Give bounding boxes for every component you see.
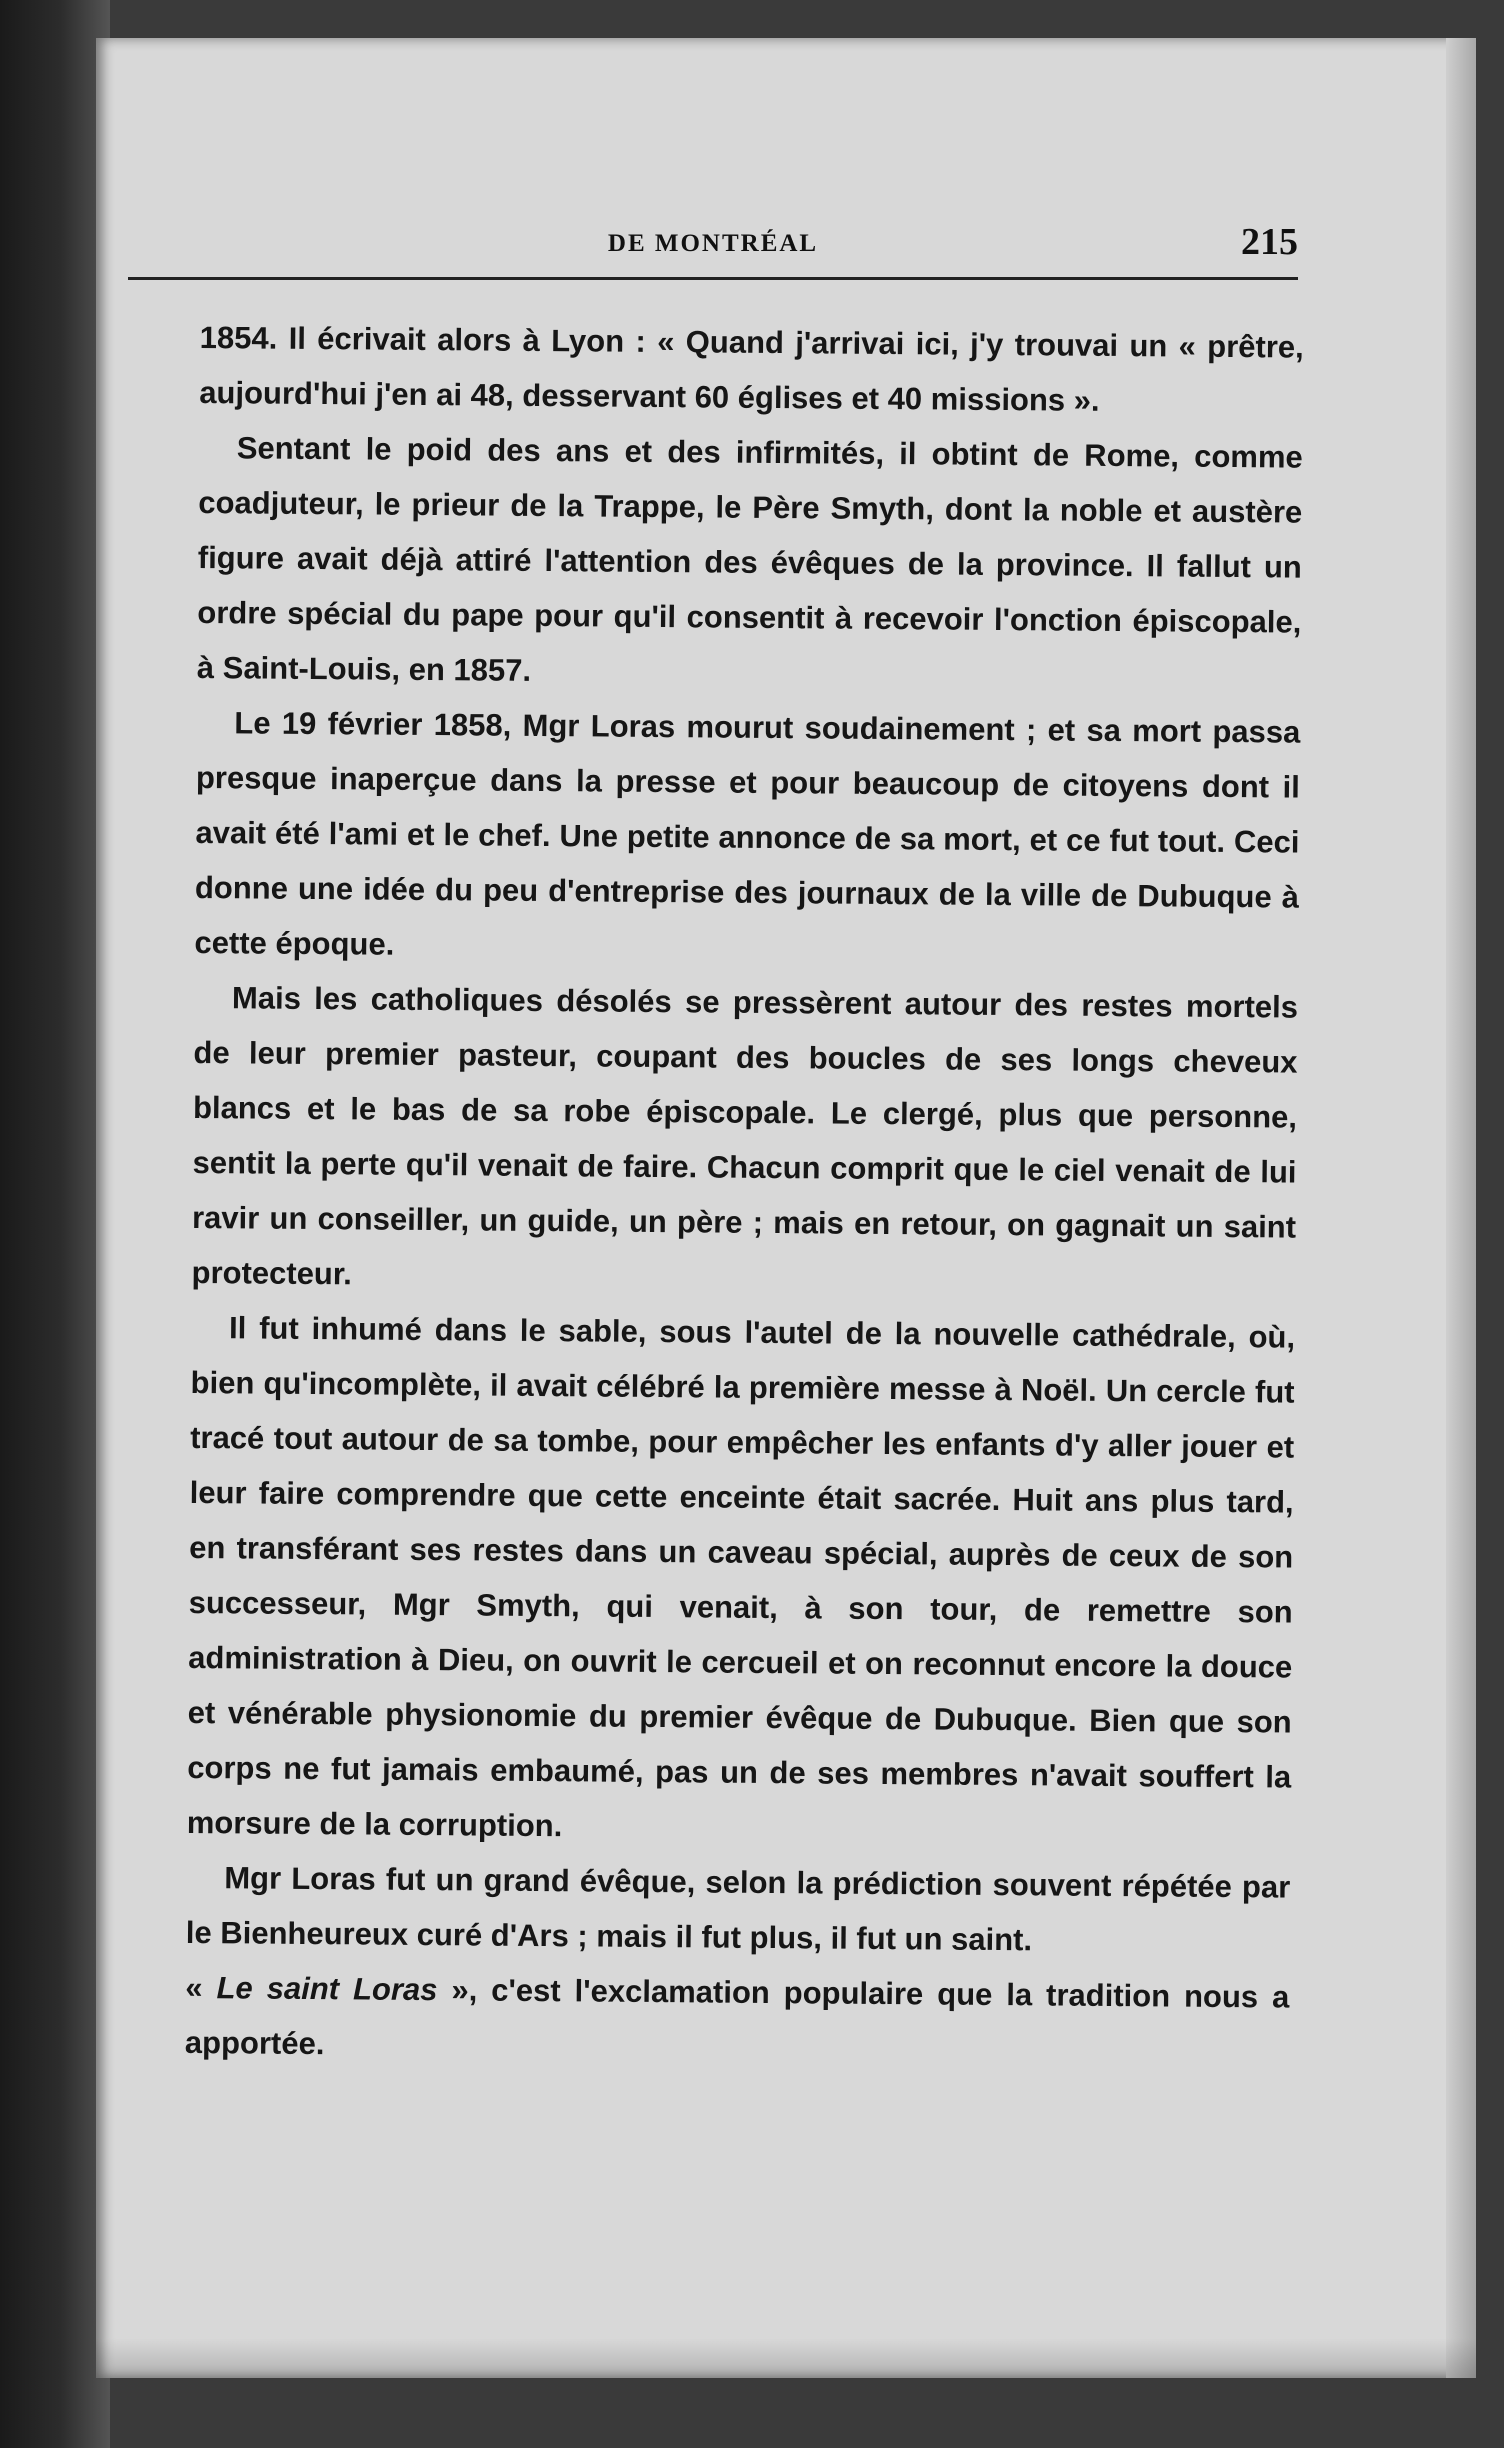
paragraph-2: Sentant le poid des ans et des infirmités, il obtint de Rome, comme coadjuteur, le prieur de la Trappe, le Père Smyth, dont la noble et austère figure avait déjà attiré l'attention des évêques de la province. Il fallut un ordre spécial du pape pour qu'il consentit à recevoir l'onction épiscopale, à Saint-Louis, en 1857. [196,430,1303,688]
running-head [128,200,1298,280]
closing-quote-open: « [185,1969,217,2006]
closing-quote-italic: Le saint Loras [216,1970,438,2008]
scan-binding-shadow [0,0,110,2448]
page-edge [1446,38,1476,2378]
paragraph-4: Mais les catholiques désolés se pressèrent autour des restes mortels de leur premier pasteur, coupant des boucles de ses longs cheveux blancs et le bas de sa robe épiscopale. Le clergé, plus que personne, sentit la perte qu'il venait de faire. Chacun comprit que le ciel venait de lui ravir un conseiller, un guide, un père ; mais en retour, on gagnait un saint protecteur. [191,980,1299,1292]
header-rule [128,277,1298,280]
page-number: 215 [1241,221,1298,263]
closing-quote-rest: », c'est l'exclamation populaire que la tradition nous a apportée. [184,1972,1290,2062]
paragraph-3: Le 19 février 1858, Mgr Loras mourut soudainement ; et sa mort passa presque inaperçue dans la presse et pour beaucoup de citoyens dont il avait été l'ami et le chef. Une petite annonce de sa mort, et ce fut tout. Ceci donne une idée du peu d'entreprise des journaux de la ville de Dubuque à cette époque. [194,705,1301,962]
paragraph-1: 1854. Il écrivait alors à Lyon : « Quand j'arrivai ici, j'y trouvai un « prêtre, aujourd'hui j'en ai 48, desservant 60 églises et 40 missions ». [199,319,1304,418]
page-bottom-shadow [96,2338,1476,2378]
paragraph-5: Il fut inhumé dans le sable, sous l'autel de la nouvelle cathédrale, où, bien qu'incomplète, il avait célébré la première messe à Noël. Un cercle fut tracé tout autour de sa tombe, pour empêcher les enfants d'y aller jouer et leur faire comprendre que cette enceinte était sacrée. Huit ans plus tard, en transférant ses restes dans un caveau spécial, auprès de ceux de son successeur, Mgr Smyth, qui venait, à son tour, de remettre son administration à Dieu, on ouvrit le cercueil et on reconnut encore la douce et vénérable physionomie du premier évêque de Dubuque. Bien que son corps ne fut jamais embaumé, pas un de ses membres n'avait souffert la morsure de la corruption. [186,1310,1296,1844]
body-text [185,310,1304,2080]
closing-paragraph [185,1960,1290,2080]
paragraph-6: Mgr Loras fut un grand évêque, selon la prédiction souvent répétée par le Bienheureux curé d'Ars ; mais il fut plus, il fut un saint. [185,1860,1291,1958]
running-head-title: DE MONTRÉAL [607,230,819,257]
